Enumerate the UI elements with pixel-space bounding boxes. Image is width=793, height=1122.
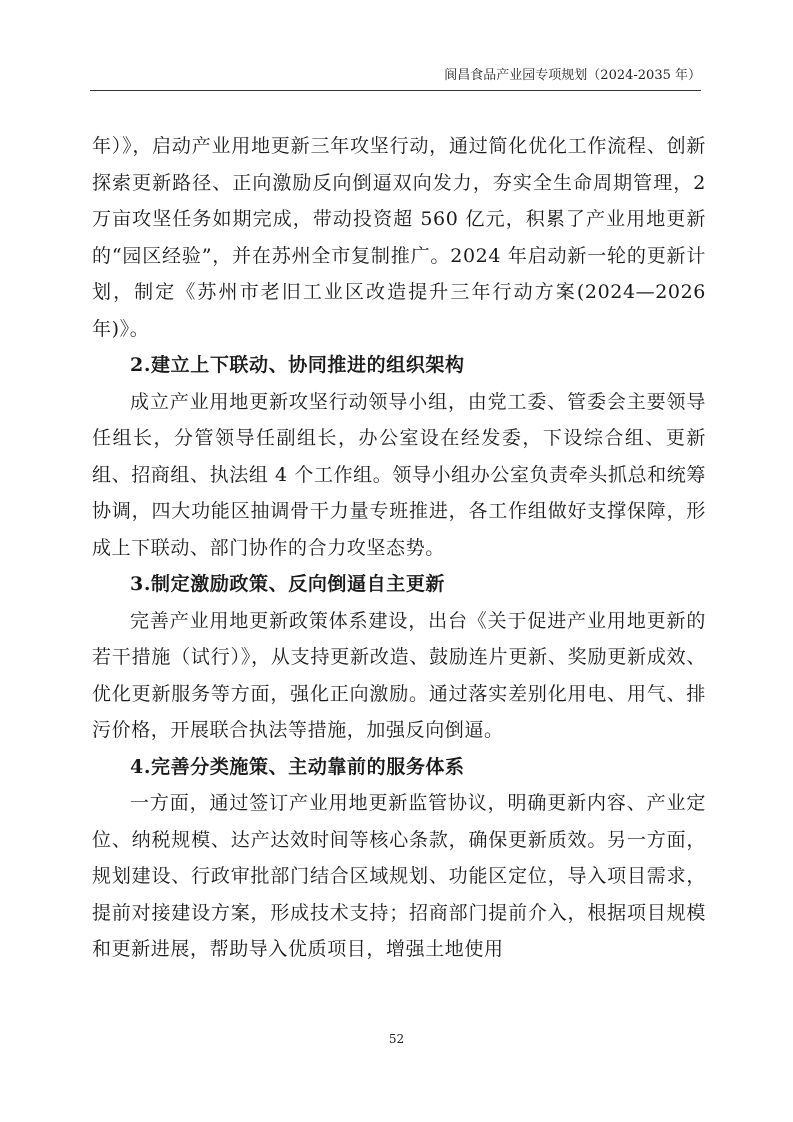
section-heading-4: 4.完善分类施策、主动靠前的服务体系 [130,755,465,778]
page-number: 52 [388,1032,405,1046]
paragraph-organization: 成立产业用地更新攻坚行动领导小组，由党工委、管委会主要领导任组长，分管领导任副组长，办公室设在经发委，下设综合组、更新组、招商组、执法组 4 个工作组。领导小组办公室负责牵头抓总和统筹协调，四大功能区抽调骨干力量专班推进，各工作组做好支撑保障，形成上下联动、部门协作的合力攻坚态势。 [92,390,706,559]
paragraph-incentive-policy: 完善产业用地更新政策体系建设，出台《关于促进产业用地更新的若干措施（试行）》，从支持更新改造、鼓励连片更新、奖励更新成效、优化更新服务等方面，强化正向激励。通过落实差别化用电、用气、排污价格，开展联合执法等措施，加强反向倒逼。 [92,609,706,741]
paragraph-service-system: 一方面，通过签订产业用地更新监管协议，明确更新内容、产业定位、纳税规模、达产达效时间等核心条款，确保更新质效。另一方面，规划建设、行政审批部门结合区域规划、功能区定位，导入项目需求，提前对接建设方案，形成技术支持；招商部门提前介入，根据项目规模和更新进展，帮助导入优质项目，增强土地使用 [92,792,706,960]
paragraph-continuation: 年）》，启动产业用地更新三年攻坚行动，通过简化优化工作流程、创新探索更新路径、正向激励反向倒逼双向发力，夯实全生命周期管理，2 万亩攻坚任务如期完成，带动投资超 560 亿元，积累了产业用地更新的“园区经验”，并在苏州全市复制推广。2024 年启动新一轮的更新计划，制定《苏州市老旧工业区改造提升三年行动方案(2024—2026 年)》。 [92,135,706,340]
section-heading-2: 2.建立上下联动、协同推进的组织架构 [130,354,465,376]
running-header [90,66,701,91]
page-body [92,128,706,968]
section-heading-3: 3.制定激励政策、反向倒逼自主更新 [130,573,446,595]
header-title: 阆昌食品产业园专项规划（2024-2035 年） [444,68,701,83]
